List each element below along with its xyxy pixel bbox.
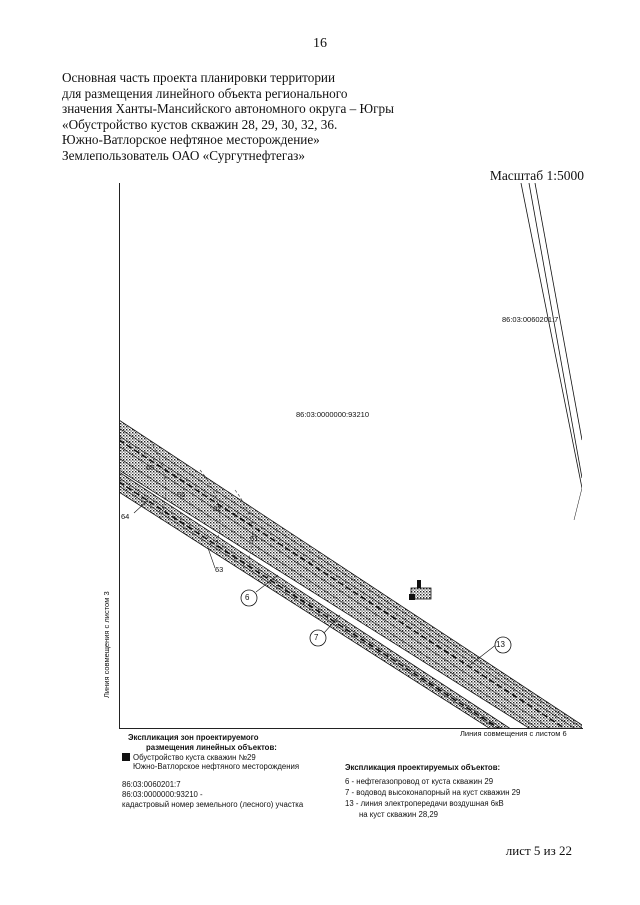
objects-legend-title: Экспликация проектируемых объектов: xyxy=(345,763,501,772)
zones-legend xyxy=(122,733,303,810)
legend-item-label: Обустройство куста скважин №29 xyxy=(133,752,256,762)
legend-object-item: 6 - нефтегазопровод от куста скважин 29 xyxy=(345,777,494,786)
legend-object-item-cont: на куст скважин 28,29 xyxy=(359,810,439,819)
header-line: для размещения линейного объекта регионального xyxy=(62,85,348,101)
cadastral-number: 86:03:0060201:7 xyxy=(122,780,181,790)
page-number: 16 xyxy=(313,36,327,51)
header-line: «Обустройство кустов скважин 28, 29, 30, 32, 36. xyxy=(62,116,338,132)
header-line: Основная часть проекта планировки территории xyxy=(62,70,336,85)
cadastral-number: 86:03:0000000:93210 - xyxy=(122,789,203,799)
header-line: Землепользователь ОАО «Сургутнефтегаз» xyxy=(62,147,305,163)
legend-object-item: 7 - водовод высоконапорный на куст скважин 29 xyxy=(345,788,521,797)
point-label: 62 xyxy=(213,504,222,513)
zones-legend-title: размещения линейных объектов: xyxy=(146,742,277,752)
zones-legend-title: Экспликация зон проектируемого xyxy=(128,733,259,742)
parcel-label-center: 86:03:0000000:93210 xyxy=(296,410,369,419)
legend-object-item: 13 - линия электропередачи воздушная 6кВ xyxy=(345,799,504,808)
map-frame xyxy=(119,183,583,729)
callout-label: 13 xyxy=(496,640,505,649)
callout-label: 6 xyxy=(245,593,250,602)
point-label: 64 xyxy=(121,512,130,521)
callout-label: 7 xyxy=(314,633,319,642)
bottom-edge-label: Линия совмещения с листом 6 xyxy=(460,729,567,738)
point-label: 61 xyxy=(250,534,259,543)
legend-item xyxy=(122,753,303,763)
point-label: 63 xyxy=(215,565,224,574)
zone-swatch xyxy=(122,753,130,761)
objects-legend xyxy=(345,762,520,820)
map-scale: Масштаб 1:5000 xyxy=(489,168,584,183)
point-label: 66 xyxy=(177,490,186,499)
parcel-label-right: 86:03:0060201:7 xyxy=(502,315,559,324)
point-label: 65 xyxy=(146,463,155,472)
left-edge-label: Линия совмещения с листом 3 xyxy=(102,591,111,698)
cadastral-description: кадастровый номер земельного (лесного) участка xyxy=(122,799,304,809)
legend-item-label: Южно-Ватлорское нефтяного месторождения xyxy=(133,762,300,772)
sheet-number: лист 5 из 22 xyxy=(505,843,572,858)
header-line: значения Ханты-Мансийского автономного округа – Югры xyxy=(62,101,394,117)
header-line: Южно-Ватлорское нефтяное месторождение» xyxy=(62,132,320,148)
